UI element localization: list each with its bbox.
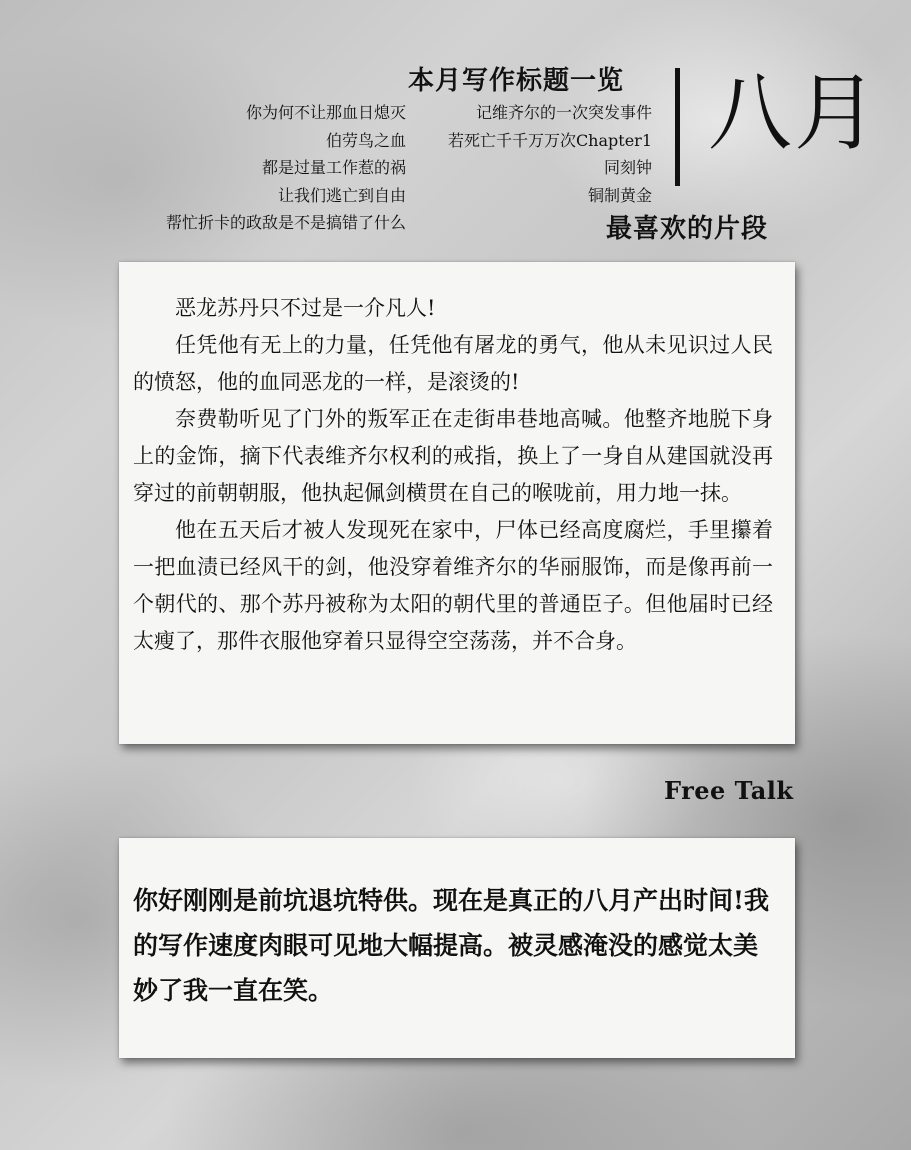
excerpt-paragraph: 他在五天后才被人发现死在家中，尸体已经高度腐烂，手里攥着一把血渍已经风干的剑，他没穿着维齐尔的华丽服饰，而是像再前一个朝代的、那个苏丹被称为太阳的朝代里的普通臣子。但他届时已经太瘦了，那件衣服他穿着只显得空空荡荡，并不合身。 bbox=[133, 518, 773, 653]
excerpt-paragraph: 任凭他有无上的力量，任凭他有屠龙的勇气，他从未见识过人民的愤怒，他的血同恶龙的一样，是滚烫的! bbox=[133, 333, 773, 394]
title-item: 帮忙折卡的政敌是不是搞错了什么 bbox=[165, 213, 406, 232]
free-talk-heading: Free Talk bbox=[664, 776, 794, 805]
excerpt-paragraph: 奈费勒听见了门外的叛军正在走街串巷地高喊。他整齐地脱下身上的金饰，摘下代表维齐尔权利的戒指，换上了一身自从建国就没再穿过的前朝朝服，他执起佩剑横贯在自己的喉咙前，用力地一抹。 bbox=[133, 407, 773, 505]
excerpt-card bbox=[119, 262, 795, 744]
title-item: 都是过量工作惹的祸 bbox=[261, 158, 406, 177]
free-talk-text: 你好刚刚是前坑退坑特供。现在是真正的八月产出时间!我的写作速度肉眼可见地大幅提高。被灵感淹没的感觉太美妙了我一直在笑。 bbox=[133, 886, 769, 1005]
month-label: 八月 bbox=[708, 64, 881, 162]
title-item: 让我们逃亡到自由 bbox=[277, 185, 406, 205]
vertical-divider bbox=[675, 68, 680, 186]
excerpt-paragraph: 恶龙苏丹只不过是一介凡人! bbox=[175, 296, 436, 320]
titles-heading: 本月写作标题一览 bbox=[408, 66, 625, 96]
title-item: 你为何不让那血日熄灭 bbox=[245, 103, 406, 122]
favorite-excerpt-heading: 最喜欢的片段 bbox=[606, 214, 769, 244]
titles-list-left bbox=[108, 99, 406, 237]
title-item: 若死亡千千万万次Chapter1 bbox=[447, 130, 652, 150]
excerpt-text bbox=[133, 290, 773, 660]
titles-list-right bbox=[420, 99, 652, 209]
title-item: 同刻钟 bbox=[603, 158, 652, 177]
title-item: 记维齐尔的一次突发事件 bbox=[475, 103, 652, 122]
title-item: 伯劳鸟之血 bbox=[325, 130, 406, 150]
free-talk-card bbox=[119, 838, 795, 1058]
title-item: 铜制黄金 bbox=[587, 185, 652, 205]
